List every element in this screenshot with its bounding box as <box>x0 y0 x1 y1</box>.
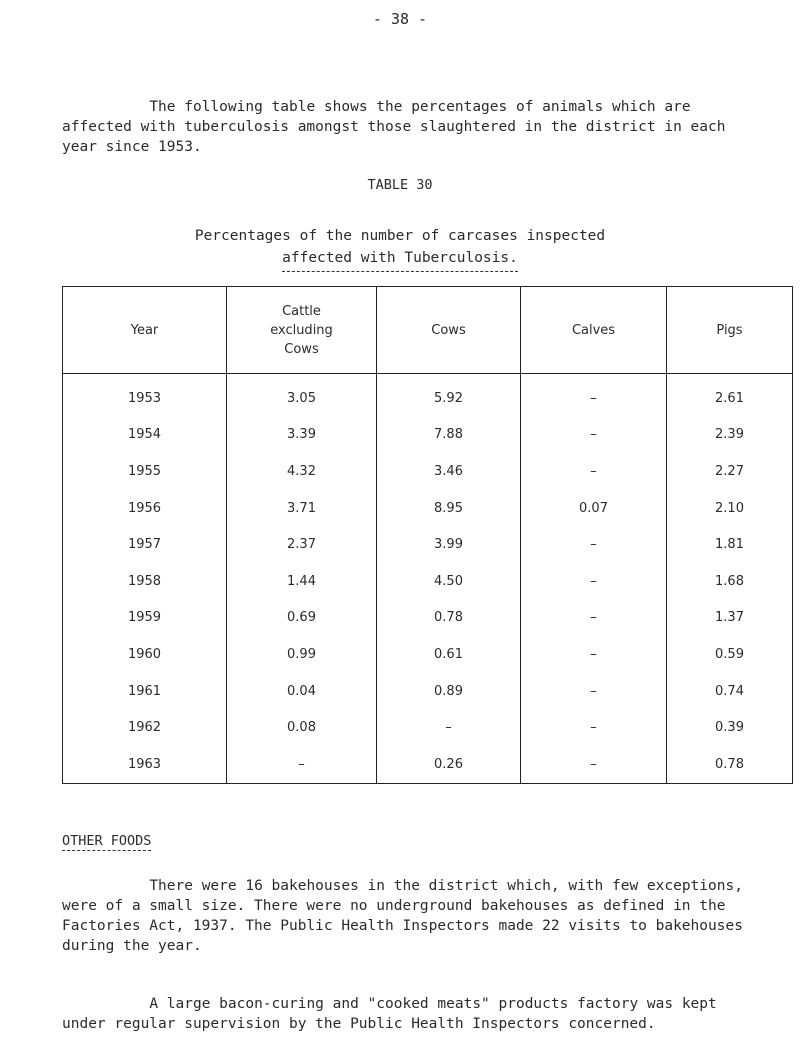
cell-cows: 4.50 <box>377 563 521 600</box>
cell-cattle: 0.08 <box>227 709 377 746</box>
cell-year: 1962 <box>63 709 227 746</box>
cell-cattle: 0.04 <box>227 673 377 710</box>
cell-cattle: – <box>227 746 377 783</box>
cell-pigs: 0.78 <box>667 746 793 783</box>
cell-pigs: 1.68 <box>667 563 793 600</box>
cell-cattle: 3.05 <box>227 374 377 417</box>
table-caption <box>0 225 800 272</box>
cell-cattle: 0.69 <box>227 600 377 637</box>
table-body <box>63 374 793 784</box>
cell-pigs: 0.74 <box>667 673 793 710</box>
cell-year: 1958 <box>63 563 227 600</box>
cell-calves: – <box>521 746 667 783</box>
bakehouses-paragraph: There were 16 bakehouses in the district which, with few exceptions, were of a small size. There were no underground bakehouses as defined in the Factories Act, 1937. The Public Health Inspectors made 22 visits to bakehouses during the year. <box>62 878 743 954</box>
cell-calves: – <box>521 636 667 673</box>
cell-cows: – <box>377 709 521 746</box>
cell-calves: – <box>521 374 667 417</box>
cell-cattle: 3.39 <box>227 417 377 454</box>
table-row <box>63 490 793 527</box>
cell-year: 1960 <box>63 636 227 673</box>
cell-calves: – <box>521 417 667 454</box>
cell-pigs: 2.10 <box>667 490 793 527</box>
cell-pigs: 0.39 <box>667 709 793 746</box>
cell-pigs: 1.37 <box>667 600 793 637</box>
cell-cows: 5.92 <box>377 374 521 417</box>
cell-year: 1956 <box>63 490 227 527</box>
cell-cows: 0.89 <box>377 673 521 710</box>
table-label: TABLE 30 <box>367 177 433 193</box>
header-cattle-line-1: Cattle <box>282 303 321 319</box>
cell-cows: 8.95 <box>377 490 521 527</box>
section-heading-text: OTHER FOODS <box>62 833 152 849</box>
header-cattle <box>227 287 377 374</box>
cell-cows: 3.46 <box>377 453 521 490</box>
tuberculosis-table <box>62 286 793 784</box>
cell-cattle: 1.44 <box>227 563 377 600</box>
cell-year: 1955 <box>63 453 227 490</box>
table-row <box>63 709 793 746</box>
cell-year: 1954 <box>63 417 227 454</box>
cell-calves: – <box>521 709 667 746</box>
cell-pigs: 1.81 <box>667 526 793 563</box>
cell-cattle: 3.71 <box>227 490 377 527</box>
header-cattle-line-3: Cows <box>284 341 319 357</box>
cell-calves: – <box>521 526 667 563</box>
cell-cattle: 4.32 <box>227 453 377 490</box>
cell-calves: – <box>521 600 667 637</box>
table-row <box>63 526 793 563</box>
cell-cattle: 0.99 <box>227 636 377 673</box>
cell-calves: 0.07 <box>521 490 667 527</box>
cell-cows: 3.99 <box>377 526 521 563</box>
table-header-row <box>63 287 793 374</box>
header-cows: Cows <box>377 287 521 374</box>
cell-year: 1959 <box>63 600 227 637</box>
cell-pigs: 2.27 <box>667 453 793 490</box>
cell-calves: – <box>521 673 667 710</box>
cell-pigs: 2.61 <box>667 374 793 417</box>
cell-pigs: 0.59 <box>667 636 793 673</box>
cell-year: 1957 <box>63 526 227 563</box>
table-row <box>63 673 793 710</box>
section-heading <box>62 833 151 849</box>
table-row <box>63 636 793 673</box>
table-caption-line-2: affected with Tuberculosis. <box>282 247 518 272</box>
table-row <box>63 417 793 454</box>
table-row <box>63 600 793 637</box>
cell-year: 1961 <box>63 673 227 710</box>
header-pigs: Pigs <box>667 287 793 374</box>
cell-calves: – <box>521 453 667 490</box>
cell-year: 1963 <box>63 746 227 783</box>
cell-cattle: 2.37 <box>227 526 377 563</box>
cell-cows: 7.88 <box>377 417 521 454</box>
cell-pigs: 2.39 <box>667 417 793 454</box>
header-year: Year <box>63 287 227 374</box>
cell-cows: 0.78 <box>377 600 521 637</box>
intro-paragraph: The following table shows the percentages of animals which are affected with tuberculosis amongst those slaughtered in the district in each year since 1953. <box>62 99 726 155</box>
table-row <box>63 374 793 417</box>
cell-cows: 0.26 <box>377 746 521 783</box>
cell-year: 1953 <box>63 374 227 417</box>
table-row <box>63 453 793 490</box>
factory-paragraph: A large bacon-curing and "cooked meats" products factory was kept under regular supervision by the Public Health Inspectors concerned. <box>62 996 717 1032</box>
header-calves: Calves <box>521 287 667 374</box>
cell-calves: – <box>521 563 667 600</box>
cell-cows: 0.61 <box>377 636 521 673</box>
table-caption-line-1: Percentages of the number of carcases inspected <box>194 228 606 244</box>
page-number: - 38 - <box>372 10 428 28</box>
table-row <box>63 746 793 783</box>
table-row <box>63 563 793 600</box>
header-cattle-line-2: excluding <box>270 322 333 338</box>
